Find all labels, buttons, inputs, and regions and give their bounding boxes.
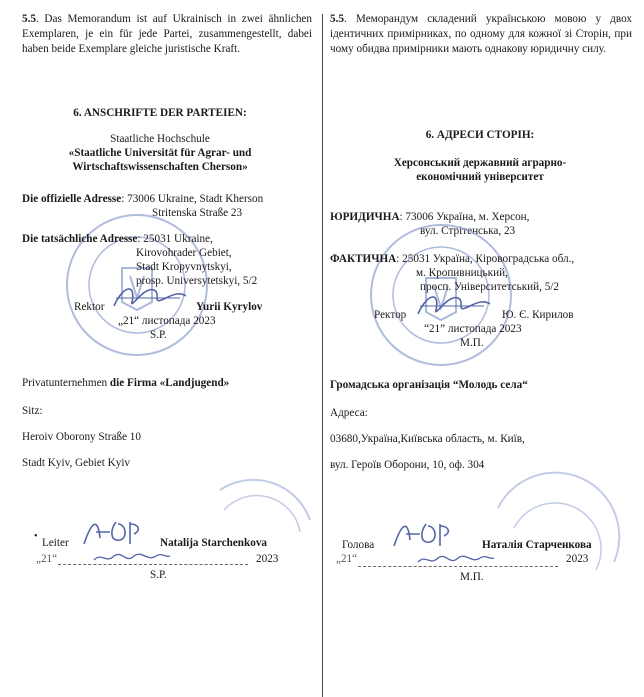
- clause-5-5-de: 5.5. Das Memorandum ist auf Ukrainisch in zwei ähnlichen Exemplaren, je ein für jede Partei, zusammengestellt, dabei haben beide Exemplare gleiche juristische Kraft.: [22, 13, 312, 55]
- head-label-uk: Голова: [342, 539, 375, 551]
- actual-address-street-de: prosp. Universytetskyi, 5/2: [136, 275, 258, 287]
- leiter-date-day-de: „21“: [36, 553, 58, 565]
- leiter-sp-de: S.P.: [150, 569, 167, 581]
- section-heading-de: 6. ANSCHRIFTE DER PARTEIEN:: [73, 107, 247, 119]
- german-column: [0, 0, 320, 697]
- bullet-mark: •: [34, 531, 38, 542]
- leiter-date-handwriting-de: [92, 548, 172, 568]
- section-heading-uk: 6. АДРЕСИ СТОРІН:: [425, 129, 535, 141]
- ukrainian-column: [324, 0, 644, 697]
- legal-address-street-uk: вул. Стрітенська, 23: [420, 225, 516, 237]
- rector-sp-de: S.P.: [150, 329, 167, 341]
- university-line2-uk: економічний університет: [416, 171, 544, 183]
- actual-address-city-uk: м. Кропивницький,: [416, 267, 508, 279]
- head-date-handwriting-uk: [416, 550, 496, 570]
- org-line-uk: Громадська організація “Молодь села“: [330, 379, 528, 391]
- official-address-de: Die offizielle Adresse: 73006 Ukraine, Stadt Kherson: [22, 193, 264, 205]
- sitz-label-de: Sitz:: [22, 405, 43, 417]
- actual-address-de: Die tatsächliche Adresse: 25031 Ukraine,: [22, 233, 213, 245]
- university-line1-uk: Херсонський державний аграрно-: [393, 157, 567, 169]
- actual-address-uk: ФАКТИЧНА: 25031 Україна, Кіровоградська обл.,: [330, 253, 575, 265]
- rector-mp-uk: М.П.: [460, 337, 484, 349]
- legal-address-uk: ЮРИДИЧНА: 73006 Україна, м. Херсон,: [330, 211, 530, 223]
- head-name-uk: Наталія Старченкова: [482, 539, 592, 551]
- rector-label-uk: Ректор: [374, 309, 407, 321]
- rector-date-uk: “21” листопада 2023: [424, 323, 522, 335]
- leiter-name-de: Natalija Starchenkova: [160, 537, 268, 549]
- rector-signature-de: [110, 280, 190, 314]
- column-divider: [322, 14, 323, 697]
- leiter-label-de: Leiter: [42, 537, 69, 549]
- clause-5-5-uk: 5.5. Меморандум складений українською мовою у двох ідентичних примірниках, по одному для кожної зі Сторін, при чому обидва примірники мають однакову юридичну силу.: [330, 13, 632, 55]
- rector-date-de: „21“ листопада 2023: [118, 315, 216, 327]
- university-line2-de: «Staatliche Universität für Agrar- und: [68, 147, 252, 159]
- official-address-street-de: Stritenska Straße 23: [152, 207, 243, 219]
- actual-address-city-de: Stadt Kropyvnytskyi,: [136, 261, 232, 273]
- rector-name-de: Yurii Kyrylov: [196, 301, 263, 313]
- head-date-year-uk: 2023: [566, 553, 589, 565]
- org-address-line2-uk: вул. Героїв Оборони, 10, оф. 304: [330, 459, 485, 471]
- actual-address-region-de: Kirovohrader Gebiet,: [136, 247, 232, 259]
- actual-address-street-uk: просп. Університетський, 5/2: [420, 281, 560, 293]
- rector-name-uk: Ю. Є. Кирилов: [502, 309, 574, 321]
- rector-signature-uk: [414, 288, 494, 322]
- addr-label-uk: Адреса:: [330, 407, 368, 419]
- leiter-date-year-de: 2023: [256, 553, 279, 565]
- head-mp-uk: М.П.: [460, 571, 484, 583]
- firm-address-line1-de: Heroiv Oborony Straße 10: [22, 431, 141, 443]
- head-date-day-uk: „21“: [336, 553, 358, 565]
- university-line1-de: Staatliche Hochschule: [110, 133, 210, 145]
- university-line3-de: Wirtschaftswissenschaften Cherson»: [72, 161, 248, 173]
- org-address-line1-uk: 03680,Україна,Київська область, м. Київ,: [330, 433, 525, 445]
- rector-label-de: Rektor: [74, 301, 105, 313]
- firm-address-line2-de: Stadt Kyiv, Gebiet Kyiv: [22, 457, 131, 469]
- firm-line-de: Privatunternehmen die Firma «Landjugend»: [22, 377, 230, 389]
